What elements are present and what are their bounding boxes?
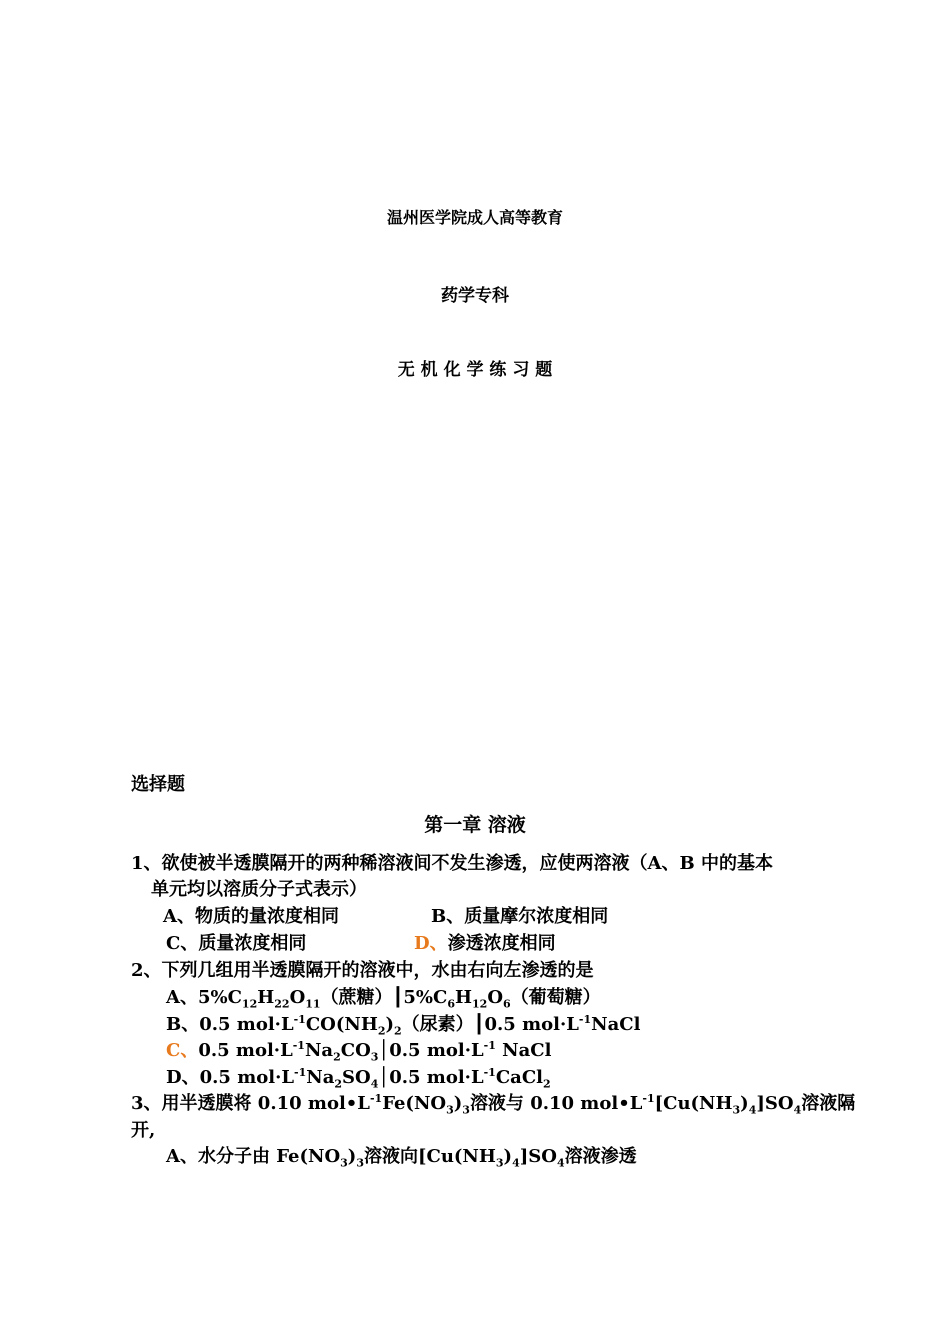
option-text: 渗透浓度相同	[447, 933, 556, 954]
question-3-option-a: A、水分子由 $Fe(NO_3)_3$溶液向$[Cu(NH_3)_4]SO_4$溶液渗透	[166, 1146, 637, 1170]
question-2-option-b: B、0.5 $mol\cdot L^{-1}CO(NH_2)_2$（尿素）┃0.5 $mol\cdot L^{-1}NaCl$	[166, 1013, 641, 1038]
answer-marker: C、	[166, 1040, 199, 1061]
document-title: 无 机 化 学 练 习 题	[397, 360, 553, 380]
header-institution: 温州医学院成人高等教育	[386, 208, 563, 227]
question-1-text: 1、欲使被半透膜隔开的两种稀溶液间不发生渗透，应使两溶液（A、B 中的基本	[131, 853, 773, 874]
question-2-option-d: D、0.5 $mol\cdot L^{-1}Na_2SO_4│0.5$ $mol\cdot L^{-1}CaCl_2$	[166, 1066, 551, 1091]
chapter-heading: 第一章 溶液	[424, 814, 526, 836]
question-1-option-c: C、质量浓度相同	[166, 933, 307, 954]
section-heading: 选择题	[131, 774, 185, 795]
question-2-text: 2、下列几组用半透膜隔开的溶液中，水由右向左渗透的是	[131, 960, 594, 981]
question-3-text-cont: 开,	[131, 1120, 156, 1141]
question-2-option-a: A、$5\%C_{12}H_{22}O_{11}$（蔗糖）$┃5\%C_6H_{12}O_6$（葡萄糖）	[166, 987, 601, 1011]
question-1-option-b: B、质量摩尔浓度相同	[431, 906, 609, 927]
question-1-option-d	[414, 929, 556, 955]
header-major: 药学专科	[441, 286, 509, 306]
answer-marker: D	[414, 933, 430, 954]
question-1-option-a: A、物质的量浓度相同	[163, 906, 339, 927]
question-3-text: 3、用半透膜将 0.10 $mol•L^{-1}Fe(NO_3)_3$溶液与 0.10 $mol•L^{-1}[Cu(NH_3)_4]SO_4$溶液隔	[131, 1092, 856, 1117]
question-1-text-cont: 单元均以溶质分子式表示）	[151, 879, 367, 900]
answer-marker-sep: 、	[429, 933, 448, 954]
question-2-option-c: C、0.5 $mol\cdot L^{-1}Na_2CO_3│0.5$ $mol\cdot L^{-1}$ NaCl	[166, 1039, 552, 1064]
